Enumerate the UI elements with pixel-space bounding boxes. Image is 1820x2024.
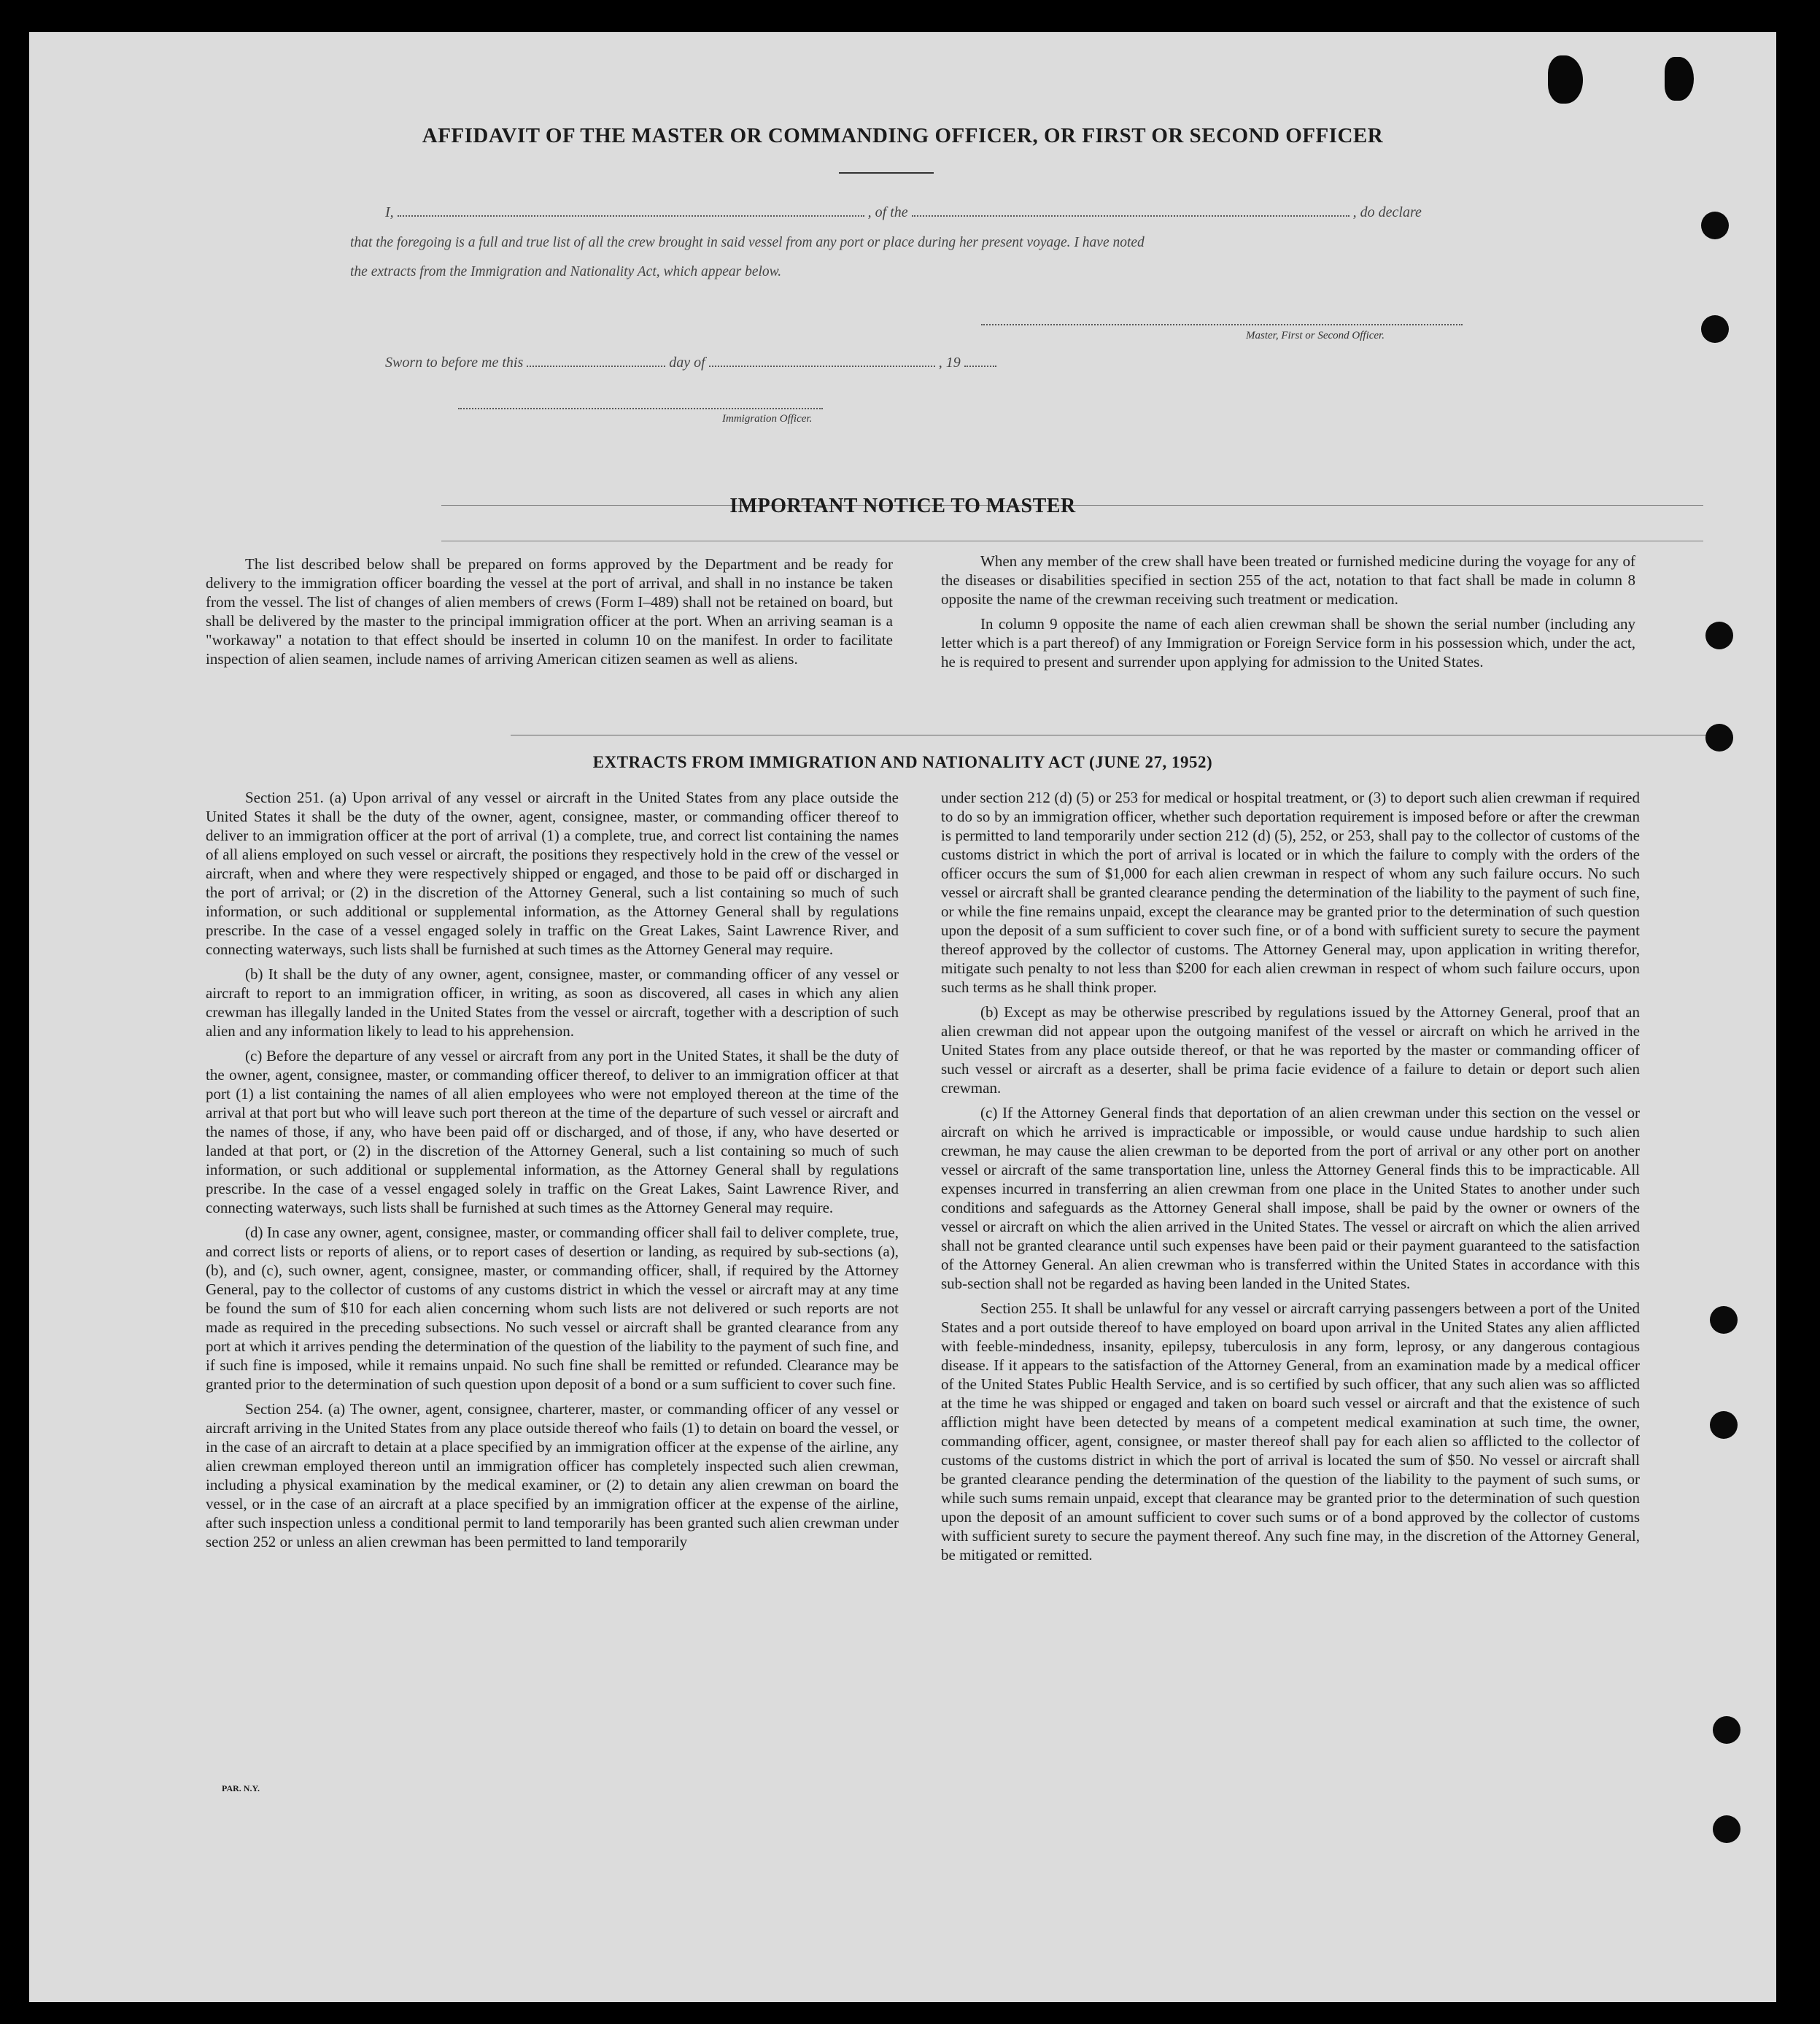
vessel-blank[interactable]: [912, 205, 1349, 217]
officer-signature-caption: Immigration Officer.: [722, 413, 813, 425]
sworn-year-blank[interactable]: [964, 355, 996, 367]
punch-hole: [1705, 724, 1733, 752]
section-254b: (b) Except as may be otherwise prescribed by regulations issued by the Attorney General, proof that an alien crewman did not appear upon the outgoing manifest of the vessel or aircraft on which he arrived in the United States from any place outside thereof, or that he was reported by the master or commanding officer of such vessel or aircraft as a deserter, shall be prima facie evidence of a failure to detain or deport such alien crewman.: [941, 1003, 1640, 1097]
section-254a-continued: under section 212 (d) (5) or 253 for medical or hospital treatment, or (3) to deport such alien crewman if required to do so by an immigration officer, whether such deportation requirement is imposed before or after the crewman is permitted to land temporarily under section 212 (d) (5), 252, or 253, shall pay to the collector of customs of the customs district in which the port of arrival is located or in which the failure to comply with the orders of the officer occurs the sum of $1,000 for each alien crewman in respect of whom any such failure occurs. No such vessel or aircraft shall be granted clearance pending the determination of the liability to the payment of such fine, or while the fine remains unpaid, except the clearance may be granted prior to the determination of such question upon the deposit of a sum sufficient to cover such fine, or of a bond with sufficient surety to secure the payment thereof approved by the collector of customs. The Attorney General may, upon application in writing therefor, mitigate such penalty to not less than $200 for each alien crewman in respect of whom such failure occurs, upon such terms as he shall think proper.: [941, 789, 1640, 996]
declaration-line-3: the extracts from the Immigration and Nationality Act, which appear below.: [350, 264, 782, 279]
punch-hole: [1701, 315, 1729, 343]
punch-hole: [1710, 1411, 1738, 1439]
notice-title: IMPORTANT NOTICE TO MASTER: [729, 495, 1076, 517]
officer-signature-line[interactable]: [458, 408, 823, 409]
master-signature-line[interactable]: [981, 324, 1463, 325]
section-255: Section 255. It shall be unlawful for any vessel or aircraft carrying passengers between a port of the United States and a port outside thereof to have employed on board upon arrival in the United States any alien afflicted with feeble-mindedness, insanity, epilepsy, tuberculosis in any form, leprosy, or any dangerous contagious disease. If it appears to the satisfaction of the Attorney General, from an examination made by a medical officer of the United States Public Health Service, and is so certified by such officer, that any such alien was so afflicted at the time he was shipped or engaged and taken on board such vessel or aircraft and that the existence of such affliction might have been detected by means of a competent medical examination at such time, the owner, commanding officer, agent, consignee, or master thereof shall pay for each alien so afflicted to the collector of customs of the customs district in which the port of arrival is located the sum of $50. No vessel or aircraft shall be granted clearance pending the determination of the question of the liability to the payment of such sums, or while such sums remain unpaid, except that clearance may be granted prior to the determination of such question upon the deposit of an amount sufficient to cover such sums or of a bond approved by the collector of customs with sufficient surety to secure the payment thereof. Any such fine may, in the discretion of the Attorney General, be mitigated or remitted.: [941, 1299, 1640, 1564]
notice-left-paragraph: The list described below shall be prepared on forms approved by the Department and be ready for delivery to the immigration officer boarding the vessel at the port of arrival, and shall in no instance be taken from the vessel. The list of changes of alien members of crews (Form I–489) shall not be retained on board, but shall be delivered by the master to the principal immigration officer at the port. When an arriving seaman is a "workaway" a notation to that effect should be inserted in column 10 on the manifest. In order to facilitate inspection of alien seamen, include names of arriving American citizen seamen as well as aliens.: [206, 555, 893, 668]
master-signature-caption: Master, First or Second Officer.: [1246, 330, 1385, 341]
printer-mark: PAR. N.Y.: [222, 1783, 260, 1793]
punch-hole: [1705, 622, 1733, 649]
notice-left-column: [206, 555, 893, 738]
section-251d: (d) In case any owner, agent, consignee, master, or commanding officer shall fail to deliver complete, true, and correct lists or reports of aliens, or to report cases of desertion or landing, as required by sub-sections (a), (b), and (c), such owner, agent, consignee, master, or commanding officer, shall, if required by the Attorney General, pay to the collector of customs of any customs district in which the vessel or aircraft may at any time be found the sum of $10 for each alien concerning whom such lists are not delivered or such reports are not made as required in the preceding subsections. No such vessel or aircraft shall be granted clearance from any port at which it arrives pending the determination of the question of the liability to the payment of such fine, and if such fine is imposed, while it remains unpaid. No such fine shall be remitted or refunded. Clearance may be granted prior to the determination of such question upon deposit of a bond or a sum sufficient to cover such fine.: [206, 1224, 899, 1393]
notice-right-paragraph-1: When any member of the crew shall have been treated or furnished medicine during the voyage for any of the diseases or disabilities specified in section 255 of the act, notation to that fact shall be made in column 8 opposite the name of the crewman receiving such treatment or medication.: [941, 552, 1635, 608]
name-blank[interactable]: [398, 205, 864, 217]
punch-hole: [1713, 1716, 1740, 1744]
extracts-right-column: [941, 788, 1640, 1802]
punch-hole: [1710, 1306, 1738, 1334]
punch-hole: [1701, 212, 1729, 239]
punch-hole: [1713, 1815, 1740, 1843]
sworn-line: Sworn to before me this day of , 19: [385, 355, 996, 371]
section-254c: (c) If the Attorney General finds that deportation of an alien crewman under this section on the vessel or aircraft on which he arrived is impracticable or impossible, or would cause undue hardship to such alien crewman, he may cause the alien crewman to be deported from the port of arrival or any other port on another vessel or aircraft of the same transportation line, unless the Attorney General finds this to be impracticable. All expenses incurred in transferring an alien crewman from one place in the United States to another under such conditions and safeguards as the Attorney General shall impose, shall be paid by the owner or owners of the vessel or aircraft on which the alien arrived in the United States. The vessel or aircraft on which the alien arrived shall not be granted clearance until such expenses have been paid or their payment guaranteed to the satisfaction of the Attorney General. An alien crewman who is transferred within the United States in accordance with this sub-section shall not be regarded as having been landed in the United States.: [941, 1104, 1640, 1292]
notice-right-paragraph-2: In column 9 opposite the name of each alien crewman shall be shown the serial number (including any letter which is a part thereof) of any Immigration or Foreign Service form in his possession which, under the act, he is required to present and surrender upon applying for admission to the United States.: [941, 615, 1635, 671]
section-251a: Section 251. (a) Upon arrival of any vessel or aircraft in the United States from any place outside the United States it shall be the duty of the owner, agent, consignee, master, or commanding officer thereof to deliver to an immigration officer at the port of arrival (1) a complete, true, and correct list containing the names of all aliens employed on such vessel or aircraft, the positions they respectively hold in the crew of the vessel or aircraft, when and where they were respectively shipped or engaged, and those to be paid off or discharged in the port of arrival; or (2) in the discretion of the Attorney General, such a list containing so much of such information, or such additional or supplemental information, as the Attorney General shall by regulations prescribe. In the case of a vessel engaged solely in traffic on the Great Lakes, Saint Lawrence River, and connecting waterways, such lists shall be furnished at such times as the Attorney General may require.: [206, 789, 899, 958]
declaration-line-2: that the foregoing is a full and true list of all the crew brought in said vessel from any port or place during her present voyage. I have noted: [350, 235, 1145, 250]
declaration-line-1: I, , of the , do declare: [385, 204, 1422, 220]
extracts-title: EXTRACTS FROM IMMIGRATION AND NATIONALITY ACT (JUNE 27, 1952): [592, 753, 1213, 771]
section-251c: (c) Before the departure of any vessel or aircraft from any port in the United States, it shall be the duty of the owner, agent, consignee, master, or commanding officer thereof, to deliver to an immigration officer at that port (1) a list containing the names of all alien employees who were not employed thereon at the time of the arrival at that port but who will leave such port thereon at the time of the departure of such vessel or aircraft and the names of those, if any, who have been paid off or discharged, and of those, if any, who have deserted or landed at that port, or (2) in the discretion of the Attorney General, such a list containing so much of such information, or such additional or supplemental information, as the Attorney General shall by regulations prescribe. In the case of a vessel engaged solely in traffic on the Great Lakes, Saint Lawrence River, and connecting waterways, such lists shall be furnished at such times as the Attorney General may require.: [206, 1047, 899, 1216]
affidavit-title: AFFIDAVIT OF THE MASTER OR COMMANDING OFFICER, OR FIRST OR SECOND OFFICER: [422, 124, 1384, 147]
ink-blotch: [1665, 57, 1694, 101]
document-page: [29, 32, 1776, 2002]
sworn-month-blank[interactable]: [709, 355, 935, 367]
section-251b: (b) It shall be the duty of any owner, agent, consignee, master, or commanding officer of any vessel or aircraft to report to an immigration officer, in writing, as soon as discovered, all cases in which any alien crewman has illegally landed in the United States from the vessel or aircraft, together with a description of such alien and any information likely to lead to his apprehension.: [206, 965, 899, 1040]
title-underline: [839, 172, 934, 174]
sworn-day-blank[interactable]: [527, 355, 665, 367]
notice-right-column: [941, 552, 1635, 738]
extracts-left-column: [206, 788, 899, 1802]
ink-blotch: [1548, 55, 1583, 104]
section-254a: Section 254. (a) The owner, agent, consignee, charterer, master, or commanding officer of any vessel or aircraft arriving in the United States from any place outside thereof who fails (1) to detain on board the vessel, or in the case of an aircraft to detain at a place specified by an immigration officer at the expense of the airline, any alien crewman employed thereon until an immigration officer has completely inspected such alien crewman, including a physical examination by the medical examiner, or (2) to detain any alien crewman on board the vessel, or in the case of an aircraft at a place specified by an immigration officer at the expense of the airline, after such inspection unless a conditional permit to land temporarily has been granted such alien crewman under section 252 or unless an alien crewman has been permitted to land temporarily: [206, 1400, 899, 1550]
